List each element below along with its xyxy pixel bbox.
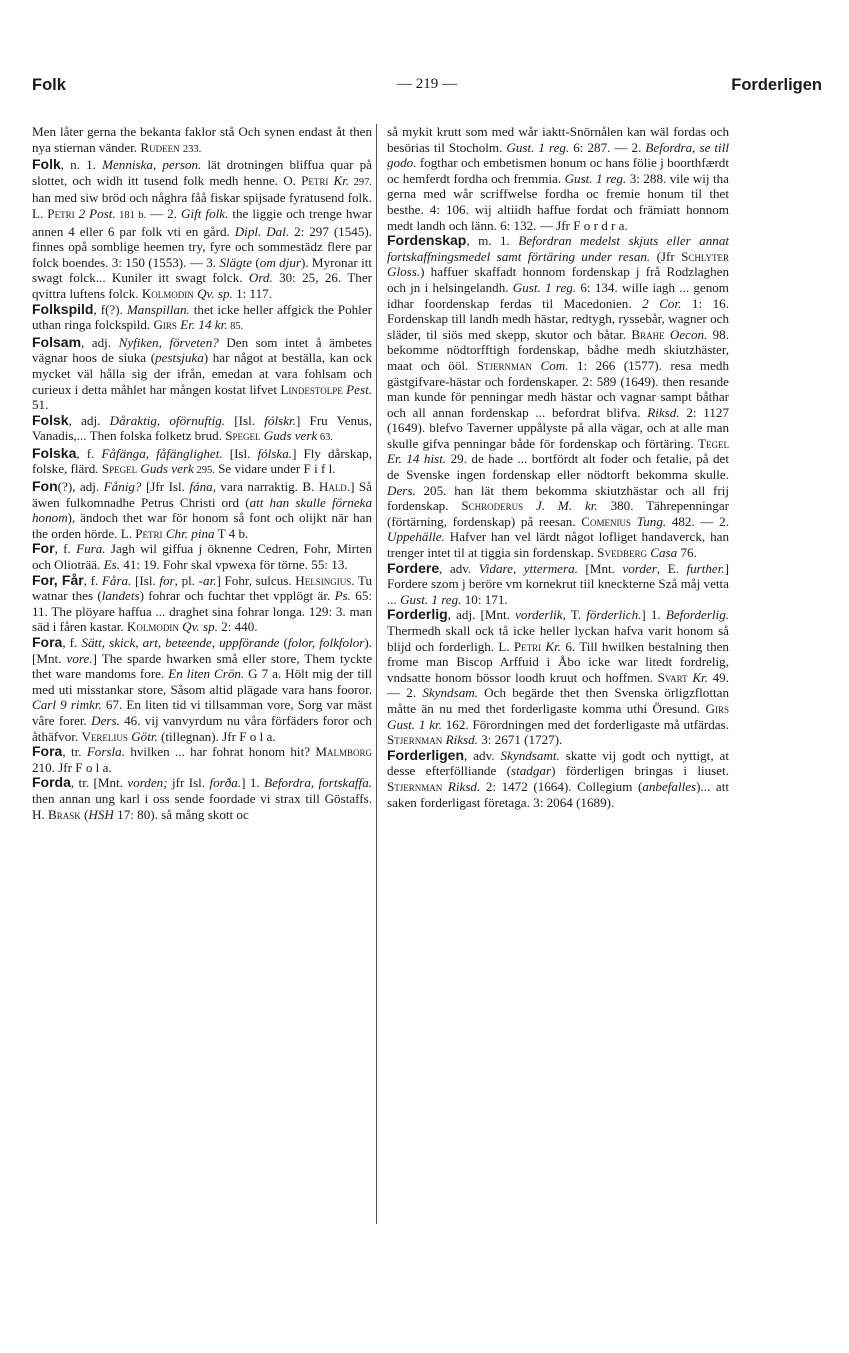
entry-text: ). [Mnt.	[32, 635, 372, 666]
entry-text: 205. han lät them bekomma skiutzhästar och all frij fordenskap.	[387, 482, 729, 514]
entry-text: 49. — 2.	[387, 669, 729, 701]
entry-folsam	[32, 335, 372, 413]
entry-text: Forsla.	[86, 744, 126, 760]
entry-text: Kr.	[545, 638, 562, 654]
entry-text: Riksd.	[447, 778, 481, 794]
entry-text: 41: 19. Fohr skal vpwexa för törne. 55: 13.	[120, 557, 348, 573]
entry-text: 46. vij vanvyrdum nu våra förfäders foror och åthäfvor.	[32, 712, 372, 744]
entry-folska	[32, 446, 372, 479]
entry-folk	[32, 157, 372, 301]
entry-text: .] Så äwen fulkomnadhe Petrus Christi ord (	[32, 479, 372, 510]
entry-text: vorder	[622, 560, 657, 576]
entry-text: [Isl.	[225, 412, 265, 428]
entry-text: T 4 b.	[214, 525, 249, 541]
entry-text: forða.	[209, 775, 242, 791]
entry-text: -ar.	[198, 572, 217, 588]
entry-text: Befordran medelst skjuts eller annat fortskaffningsmedel samt förtäring under resan.	[387, 233, 730, 264]
entry-text: Verelius	[81, 728, 128, 744]
entry-text: , adj. [Mnt.	[447, 607, 516, 623]
entry-text: 1: 117.	[232, 285, 272, 301]
entry-fon	[32, 479, 372, 541]
entry-text: 63.	[317, 432, 333, 444]
headword: Folsk	[32, 411, 69, 428]
entry-text: Brask	[48, 806, 81, 822]
entry-text: fólska.	[257, 445, 293, 461]
entry-text: ) förderligen bringas i liuset.	[551, 763, 729, 779]
entry-text: Gust. 1 reg.	[512, 279, 577, 295]
entry-for	[32, 541, 372, 572]
entry-fordere	[387, 561, 729, 608]
entry-text: vorderlik	[515, 607, 563, 623]
entry-text: Fåra.	[101, 572, 132, 588]
entry-text: Oecon.	[669, 326, 708, 342]
entry-text: Schroderus	[461, 498, 524, 514]
entry-text: Girs	[705, 700, 729, 716]
entry-text: fólskr.	[264, 412, 296, 428]
running-head-right: Forderligen	[731, 76, 822, 94]
entry-text: Petri	[47, 205, 75, 221]
entry-text: . Tu watnar thes (	[32, 572, 372, 604]
entry-text: Dåraktig, oförnuftig.	[109, 412, 226, 428]
entry-text: — 2.	[146, 205, 182, 221]
entry-text: (	[252, 254, 260, 270]
entry-text: Pest.	[346, 381, 372, 397]
entry-text: 10: 171.	[461, 591, 508, 607]
entry-text: så mykit krutt som med wår iaktt-Snörnålen kan wäl fordas och besörias til Stocholm.	[387, 124, 729, 155]
entry-text: 210. Jfr F o l a.	[32, 759, 112, 775]
entry-text: Guds verk	[263, 428, 318, 444]
entry-for-far	[32, 573, 372, 635]
entry-text: Petri	[301, 172, 329, 188]
entry-text: , pl.	[174, 572, 199, 588]
entry-text: 181 b.	[115, 209, 147, 221]
entry-continuation	[32, 124, 372, 157]
entry-text: 67. En liten tid vi tillsamman vore, Sorg var mäst våre forer.	[32, 697, 372, 728]
entry-text: ) haffuer skaffadt honnom fordenskap j frå Rodzlaghen och jn i helsingelandh.	[387, 264, 729, 295]
entry-text: thet icke heller affgick the Pohler uthan ringa folckspild.	[32, 301, 372, 333]
entry-text: Fura.	[76, 541, 106, 557]
headword: For	[32, 540, 55, 557]
entry-text: Girs	[153, 317, 177, 333]
entry-text: lät drotningen bliffua quar på slottet, och widh itt tusend folk medh henne. O.	[32, 157, 372, 188]
entry-text: Stjernman	[476, 357, 533, 373]
column-divider	[376, 124, 377, 1224]
entry-text: Qv. sp.	[182, 619, 218, 635]
entry-text: Malmborg	[315, 744, 372, 760]
entry-text: then annan ung karl i oss sende foordade vi strax till Göstaffs. H.	[32, 790, 372, 822]
entry-text: , adj.	[81, 334, 119, 350]
entry-text: Fåfänga, fåfänglighet.	[101, 445, 223, 461]
entry-text: Stjernman	[387, 732, 443, 748]
entry-text: Tung.	[636, 513, 667, 529]
headword: Folk	[32, 156, 61, 173]
right-column	[387, 124, 729, 810]
entry-forderligen	[387, 748, 729, 810]
entry-text: ] Fohr, sulcus.	[216, 572, 296, 588]
entry-text: 85.	[227, 321, 244, 333]
entry-text: Ders.	[91, 712, 120, 728]
entry-text: Gust. 1 kr.	[387, 716, 442, 732]
entry-text: Casa	[650, 545, 678, 561]
entry-text: Vidare, yttermera.	[478, 560, 578, 576]
entry-text: 29. de hade ... bortfördt alt foder och fetalie, på det de Svenske ingen fordenskap eller nödtorft bekomma skulle.	[387, 451, 730, 483]
entry-text: pestsjuka	[155, 350, 204, 366]
entry-text: Er. 14 kr.	[180, 317, 228, 333]
headword: For, Får	[32, 571, 84, 588]
entry-text: förderlich.	[586, 607, 642, 623]
entry-text: Ps.	[334, 588, 351, 604]
entry-text: [Isl.	[222, 445, 258, 461]
entry-text: 98. bekomme nödtorfftigh fordenskap, bådhe medh skiutzhäster, maat och ööl.	[387, 326, 730, 373]
entry-text: 3: 2671 (1727).	[477, 732, 563, 748]
headword: Fora	[32, 743, 63, 760]
entry-folsk	[32, 413, 372, 446]
entry-text: Se vidare under F i f l.	[214, 461, 336, 477]
entry-text: 17: 80). så mång skott oc	[113, 806, 249, 822]
entry-text: Riksd.	[647, 404, 680, 420]
entry-text: 482. — 2.	[666, 513, 729, 529]
entry-text	[532, 358, 540, 373]
entry-text: (	[279, 635, 288, 650]
entry-text: (	[80, 806, 89, 822]
entry-text: , m. 1.	[466, 233, 519, 249]
headword: Forda	[32, 774, 71, 791]
entry-text: Svart	[657, 669, 688, 685]
entry-text: Brahe	[631, 326, 665, 342]
entry-text: Hald	[318, 479, 347, 495]
entry-text: Gloss.	[387, 264, 421, 280]
entry-text: Schlyter	[681, 248, 729, 264]
entry-text: Nyfiken, förveten?	[118, 334, 219, 350]
entry-text: Tegel	[698, 435, 729, 451]
entry-text: Spegel	[225, 428, 261, 444]
left-column	[32, 124, 372, 822]
entry-text: 380. Tährepenningar (förtärning, fordenskap) på reesan.	[387, 498, 729, 529]
entry-text: , f.	[76, 445, 102, 461]
entry-text: Com.	[540, 357, 569, 373]
entry-text: Menniska, person.	[102, 157, 202, 173]
entry-text: Svedberg	[597, 545, 647, 561]
entry-text: Petri	[135, 525, 163, 541]
entry-text: , adv.	[439, 560, 479, 576]
entry-text: , adv.	[464, 747, 501, 763]
entry-forderlig	[387, 607, 729, 747]
entry-fora-tr	[32, 744, 372, 775]
entry-text: Uppehälle.	[387, 529, 445, 545]
entry-text: Ord.	[248, 270, 273, 286]
headword: Fora	[32, 634, 63, 650]
entry-text: 2 Post.	[78, 205, 116, 221]
entry-text: 2: 440.	[217, 619, 258, 635]
entry-forda	[32, 775, 372, 822]
entry-text: 295.	[193, 465, 215, 477]
entry-text: [Isl.	[131, 572, 160, 588]
entry-text: folor, folkfolor	[287, 635, 365, 650]
entry-text: , f.	[62, 635, 82, 650]
entry-text: Guds verk	[140, 461, 194, 477]
entry-text: (?), adj.	[57, 479, 104, 495]
headword: Folsam	[32, 333, 82, 350]
entry-text: 30: 25, 26. Ther qvittra luftens folck.	[32, 270, 372, 301]
entry-text: , tr.	[62, 744, 87, 760]
entry-text: , adj.	[68, 412, 110, 428]
entry-text: att han skulle förneka honom	[32, 494, 373, 526]
entry-text: 233.	[182, 143, 202, 155]
entry-text: fána	[189, 479, 213, 495]
entry-text: Ders.	[387, 482, 416, 498]
entry-text: Qv. sp.	[197, 285, 233, 301]
entry-text: Helsingius	[295, 572, 352, 588]
entry-text: , T.	[562, 607, 587, 623]
entry-text: En liten Crön.	[168, 666, 245, 682]
entry-text: G 7 a. Hölt mig der till med uti misstankar store, Såsom altid plägade vara hans fooror.	[32, 666, 373, 697]
entry-text: )... att saken forderligast företaga. 3: 2064 (1689).	[387, 778, 729, 810]
entry-text: vore.	[66, 650, 93, 666]
entry-text: Befordra, fortskaffa.	[264, 775, 373, 791]
entry-text: ] Fordere szom j beröre vm kornekrut tiil kneckterne Szå måj vetta ...	[387, 560, 730, 607]
headword: Fordere	[387, 559, 440, 576]
entry-text: , E.	[656, 560, 687, 576]
entry-text: Thermedh skall ock tå icke heller lyckan hafva varit honom så blijd och forderligh. L.	[387, 623, 729, 654]
page-header	[32, 76, 822, 102]
entry-text: ] 1.	[641, 607, 666, 623]
entry-continuation-right	[387, 124, 729, 233]
entry-text: jfr Isl.	[167, 775, 210, 791]
entry-text: Kolmodin	[141, 285, 194, 301]
entry-text: Chr. pina	[165, 525, 215, 541]
entry-text: ) har något at beställa, kan ock mycket väl hålla sig der ifrån, emedan at vara fohlsam och curieux i detta måhlet har mången kostat lifvet	[32, 350, 372, 397]
entry-text: Stjernman	[387, 778, 443, 794]
entry-text: 76.	[677, 545, 697, 561]
entry-text: ). Myronar itt swagt folck... Kuniler itt swagt folck.	[32, 254, 373, 286]
entry-text: vorden;	[127, 775, 168, 791]
entry-text: 2: 1472 (1664). Collegium (	[480, 778, 643, 794]
entry-text: HSH	[88, 806, 114, 822]
page-number: — 219 —	[397, 76, 457, 92]
entry-text: ] Fru Venus, Vanadis,... Then folska folketz brud.	[32, 412, 373, 444]
entry-text: Gust. 1 reg.	[564, 170, 627, 186]
entry-text: Kolmodin	[126, 619, 179, 635]
entry-text: 6. Till hwilken bestalning then frome man Biscop Arffuid i Åbo icke war litedt fordrelig, vndsatte honom bössor loodh kruut och hoffmen.	[387, 638, 729, 685]
headword: Forderligen	[387, 746, 465, 763]
entry-text: Hafver han vel lärdt något lofliget handaverck, han trenger intet til at tiggia sin fordenskap.	[387, 529, 729, 561]
entry-text: skatte vij godt och nyttigt, at desse efterfölliande (	[387, 747, 729, 779]
entry-text: Kr.	[333, 172, 350, 188]
entry-text: 1: 266 (1577). resa medh gästgifvare-hästar och fordenskaper. 2: 589 (1649). then resande man kunde för penningar medh hästar och vagnar sampt båthar och all annan fordenskap ... befordrat blifva.	[387, 357, 729, 420]
entry-text: [Mnt.	[577, 560, 623, 576]
entry-text: Comenius	[581, 513, 632, 529]
entry-text: Befordra, se till godo.	[387, 139, 729, 171]
entry-text: Och begärde thet then Svenska örligzflottan måtte än nu med thet forderligaste komma uthi Öresund.	[387, 685, 729, 716]
entry-text: , f.	[54, 541, 77, 557]
entry-text: Götr.	[131, 728, 158, 744]
entry-text: Skyndsamt.	[500, 747, 560, 763]
headword: Fordenskap	[387, 232, 467, 249]
headword: Fon	[32, 478, 58, 495]
entry-text: Sätt, skick, art, beteende, uppförande	[81, 635, 280, 650]
entry-text: anbefalles	[642, 778, 697, 794]
entry-text: om djur	[259, 254, 301, 270]
entry-text: for	[159, 572, 175, 588]
entry-text: Men låter gerna the bekanta faklor stå Och synen endast åt then nya stiernan vänder.	[32, 124, 372, 155]
entry-text: Lindestolpe	[280, 381, 343, 397]
entry-text: Jagh wil giffua j öknenne Cedren, Fohr, Mirten och Olioträä.	[32, 541, 372, 573]
headword: Folska	[32, 444, 77, 461]
entry-text: hvilken ... har fohrat honom hit?	[125, 744, 316, 760]
entry-text: Slägte	[219, 254, 253, 270]
entry-text: 6: 134. wille iagh ... genom idhar foordenskap ferdas til Macedonien.	[387, 279, 729, 311]
entry-text: 162. Förordningen med det forderligaste må utfärdas.	[441, 716, 729, 732]
entry-text: 2: 1127 (1649). blefvo Taverner uppålyste på alla vägar, och at alle man skulle gifva penningar både för fordenskap och förtäring.	[387, 404, 729, 451]
entry-text: Skyndsam.	[422, 685, 478, 701]
entry-text: Gust. 1 reg.	[506, 139, 570, 155]
entry-text: (Jfr	[650, 248, 682, 264]
entry-text: J. M. kr.	[535, 498, 598, 514]
headword: Folkspild	[32, 300, 94, 317]
entry-text: 51.	[32, 397, 49, 413]
entry-text: , tr. [Mnt.	[70, 775, 128, 791]
entry-text: Rudeen	[140, 139, 183, 155]
entry-text: Kr.	[692, 669, 708, 685]
entry-text: , n. 1.	[60, 157, 103, 173]
entry-fora-f	[32, 635, 372, 744]
entry-text: ] Fly dårskap, folske, flärd.	[32, 445, 372, 477]
entry-text: Spegel	[101, 461, 138, 477]
entry-text: 297.	[349, 176, 373, 188]
entry-text: han med siw bröd och någhra fåå fiskar spijsade fyratusend folk. L.	[32, 190, 372, 221]
entry-text: Beforderlig.	[665, 607, 730, 623]
entry-text: Es.	[103, 557, 121, 573]
entry-text: ) fohrar och fuchtar thet vpplögt är.	[139, 588, 335, 604]
entry-text: 3: 288. vile wij tha gerna med wår scriffwelse fordha oc fremie honum til thet besthe. 4: 106. wij altiidh haffue fordat och främiatt honnom medt landh och länn. 6: 132. — Jfr F o r d r a.	[387, 170, 729, 233]
entry-text	[523, 498, 536, 513]
entry-text: further.	[686, 560, 725, 576]
entry-text: Den som intet å ämbetes vägnar hoos de siuka (	[32, 334, 373, 366]
entry-text: (tillegnan). Jfr F o l a.	[157, 728, 276, 744]
entry-folkspild	[32, 302, 372, 335]
entry-text: , f(?).	[93, 301, 127, 317]
entry-text: Carl 9 rimkr.	[32, 697, 102, 713]
entry-text: landets	[101, 588, 140, 604]
entry-text: 2: 297 (1545). finnes opå somblige heemen try, fyre och sommestädz flere par folck boendes. 3: 150 (1553). — 3.	[32, 223, 373, 270]
entry-text: 65: 11. The plöyare haffua ... draghet sina fohrar longa. 129: 3. man säd i fåren kastar.	[32, 588, 372, 635]
headword: Forderlig	[387, 606, 448, 623]
entry-text: the liggie och trenge hwar annen 4 eller 6 par folk vti en gård.	[32, 205, 373, 239]
entry-text: [Jfr Isl.	[141, 479, 190, 495]
entry-text: Gust. 1 reg.	[400, 591, 462, 607]
entry-text: Gift folk.	[181, 205, 229, 221]
entry-text: stadgar	[511, 763, 552, 779]
running-head-left: Folk	[32, 76, 66, 94]
entry-text: 1: 16. Fordenskap till landh medh hästar, redtygh, ryssebår, wagner och släder, til siös med skepp, skutor och båtar.	[387, 295, 729, 342]
entry-text: Fånig?	[103, 479, 142, 495]
entry-text: Dipl. Dal.	[234, 223, 290, 239]
entry-text: 2 Cor.	[642, 295, 682, 311]
entry-text: , vara narraktig. B.	[212, 479, 319, 495]
entry-text: ), ändoch thet war för honom så font och olijkt när han the orden hörde. L.	[32, 510, 372, 541]
entry-text: ] 1.	[241, 775, 265, 791]
entry-text: 6: 287. — 2.	[569, 139, 646, 155]
entry-text: ] The sparde hwarken små eller store, Them tyckte thet ware mandoms fore.	[32, 650, 373, 682]
entry-text: Manspillan.	[126, 301, 190, 317]
entry-text: Riksd.	[445, 732, 478, 748]
entry-text: Er. 14 hist.	[387, 451, 447, 467]
entry-text: fogthar och embetismen honum oc hans fölie j boorthfærdt oc hemferdt fordha och fremmia.	[387, 155, 729, 186]
entry-fordenskap	[387, 233, 729, 560]
entry-text: Petri	[513, 638, 542, 654]
entry-text: , f.	[83, 572, 102, 588]
